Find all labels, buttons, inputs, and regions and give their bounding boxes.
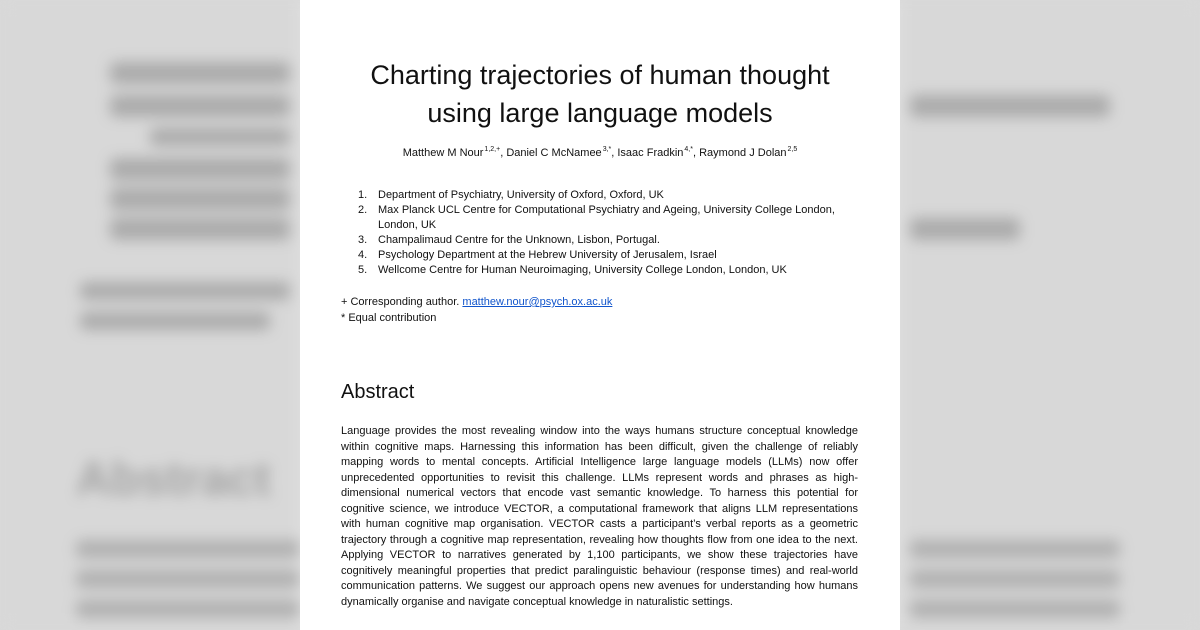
abstract-text: Language provides the most revealing window into the ways humans structure conceptual knowledge within cognitive maps. Harnessing this information has been difficult, given the challenge of reliably mapping words to mental concepts. Artificial Intelligence large language models (LLMs) now offer unprecedented opportunities to revisit this challenge. LLMs represent words and phrases as high-dimensional numerical vectors that encode vast semantic knowledge. To harness this potential for cognitive science, we introduce VECTOR, a computational framework that aligns LLM representations with human cognitive map organisation. VECTOR casts a participant’s verbal reports as a geometric trajectory through a cognitive map representation, revealing how thoughts flow from one idea to the next. Applying VECTOR to narratives generated by 1,100 participants, we show these trajectories have cognitively meaningful properties that predict paralinguistic behaviour (response times) and real-world communication patterns. We suggest our approach opens new avenues for understanding how humans dynamically organise and navigate conceptual knowledge in naturalistic settings. bbox=[341, 425, 858, 608]
affiliation-number: 1. bbox=[358, 189, 368, 201]
abstract-heading: Abstract bbox=[341, 381, 415, 403]
corresponding-label: + Corresponding author. bbox=[341, 296, 460, 308]
author-affil-sup: 2,5 bbox=[787, 146, 798, 153]
author-name: Isaac Fradkin bbox=[617, 147, 684, 159]
affiliation-list bbox=[358, 188, 868, 278]
affiliation-item bbox=[358, 233, 868, 248]
author-list bbox=[300, 146, 900, 159]
affiliation-text: Max Planck UCL Centre for Computational Psychiatry and Ageing, University College London, London, UK bbox=[378, 204, 835, 231]
corresponding-author bbox=[341, 294, 612, 310]
author-affil-sup: 1,2,+ bbox=[484, 146, 501, 153]
author-sep: , bbox=[611, 147, 618, 159]
title-line-2: using large language models bbox=[427, 98, 773, 128]
affiliation-text: Champalimaud Centre for the Unknown, Lisbon, Portugal. bbox=[378, 234, 660, 246]
affiliation-number: 4. bbox=[358, 249, 368, 261]
paper-title bbox=[300, 56, 900, 132]
corresponding-email-link[interactable]: matthew.nour@psych.ox.ac.uk bbox=[462, 296, 613, 308]
affiliation-item bbox=[358, 203, 868, 233]
author-notes bbox=[341, 294, 612, 326]
author-name: Raymond J Dolan bbox=[699, 147, 787, 159]
affiliation-item bbox=[358, 248, 868, 263]
paper-page bbox=[300, 0, 900, 630]
equal-contribution-note: * Equal contribution bbox=[341, 312, 437, 324]
title-line-1: Charting trajectories of human thought bbox=[370, 60, 830, 90]
affiliation-text: Psychology Department at the Hebrew University of Jerusalem, Israel bbox=[378, 249, 717, 261]
author-affil-sup: 3,* bbox=[602, 146, 612, 153]
author-sep: , bbox=[500, 147, 507, 159]
affiliation-number: 3. bbox=[358, 234, 368, 246]
affiliation-item bbox=[358, 263, 868, 278]
affiliation-number: 5. bbox=[358, 264, 368, 276]
affiliation-text: Department of Psychiatry, University of Oxford, Oxford, UK bbox=[378, 189, 664, 201]
author-name: Daniel C McNamee bbox=[506, 147, 602, 159]
affiliation-item bbox=[358, 188, 868, 203]
affiliation-number: 2. bbox=[358, 204, 368, 216]
author-sep: , bbox=[692, 147, 700, 159]
affiliation-text: Wellcome Centre for Human Neuroimaging, University College London, London, UK bbox=[378, 264, 787, 276]
author-affil-sup: 4,* bbox=[684, 146, 693, 153]
blurred-background: Abstract bbox=[0, 0, 1200, 630]
author-name: Matthew M Nour bbox=[402, 147, 484, 159]
